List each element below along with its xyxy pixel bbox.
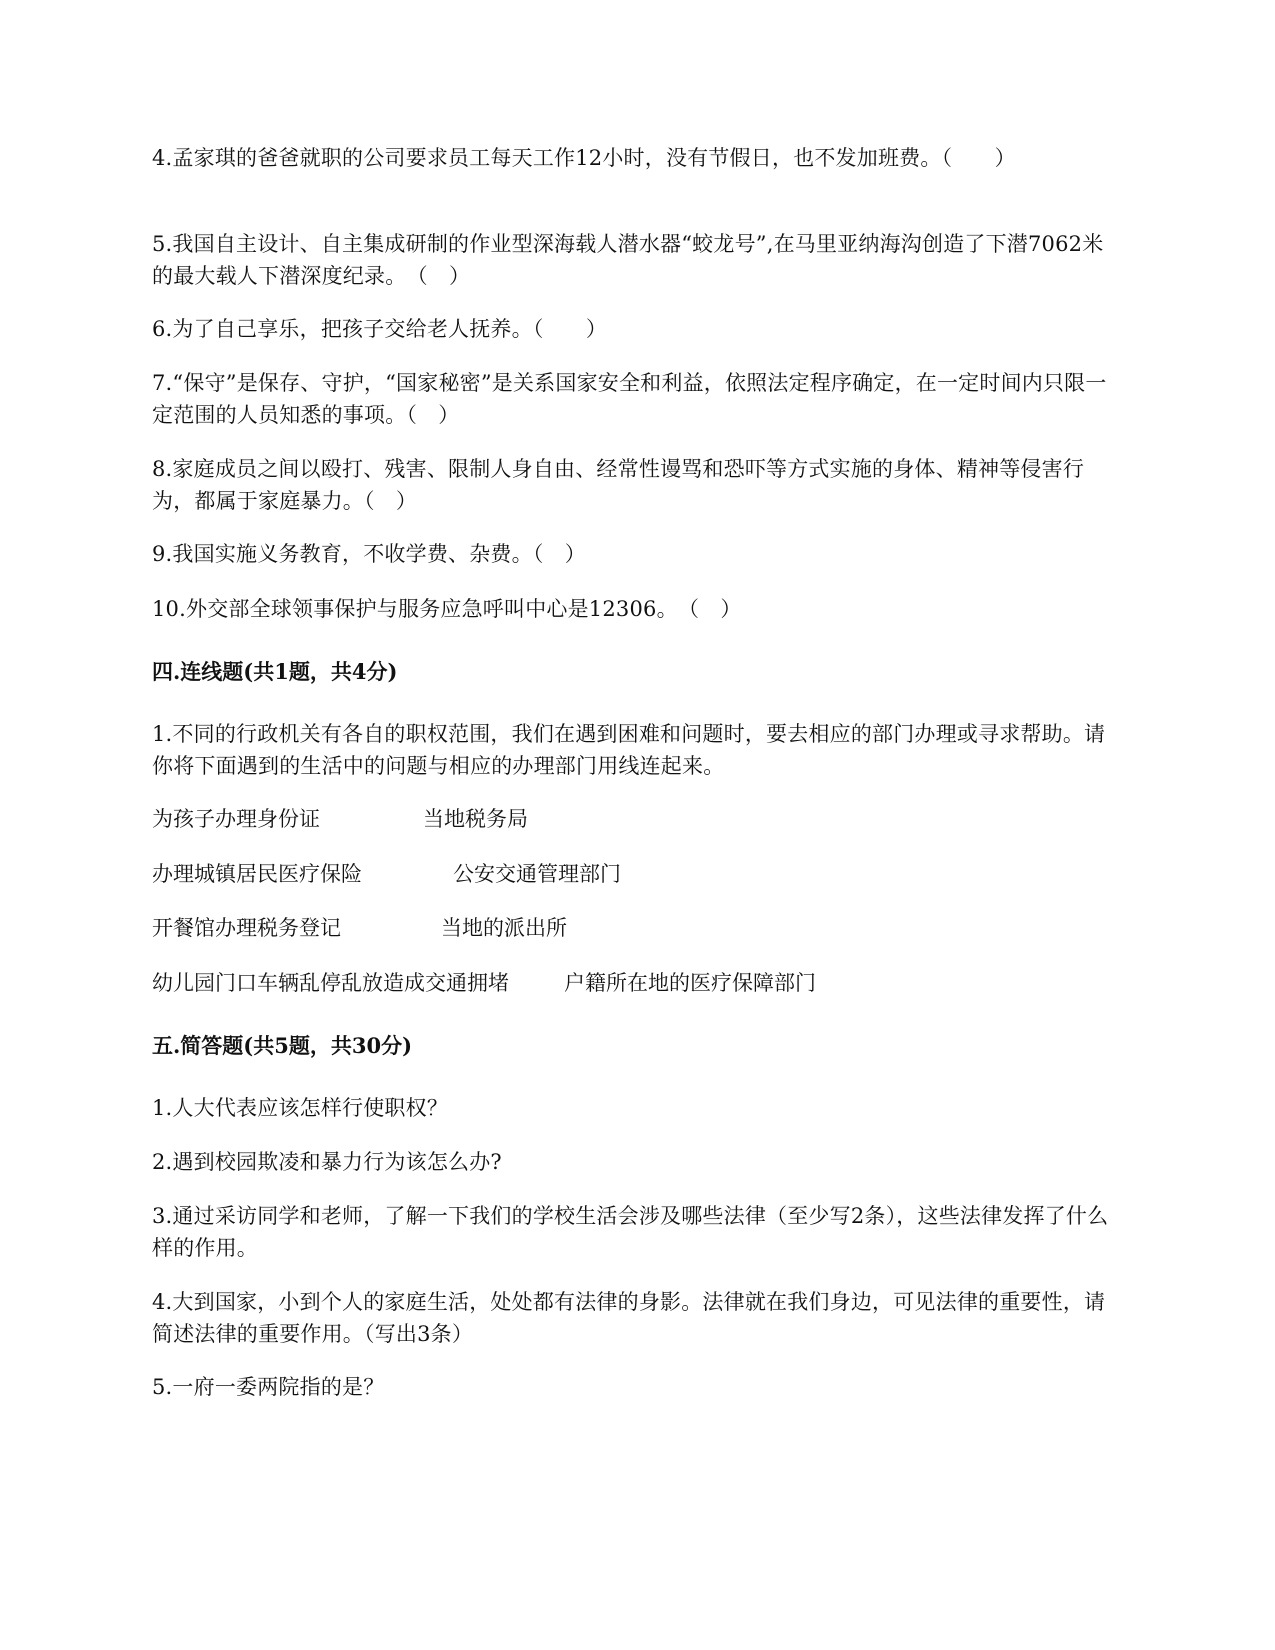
judgement-item-9: 9.我国实施义务教育，不收学费、杂费。（ ） [152,542,586,566]
judgement-item-8: 8.家庭成员之间以殴打、残害、限制人身自由、经常性谩骂和恐吓等方式实施的身体、精神等侵害行为，都属于家庭暴力。（ ） [152,457,1085,513]
matching-left-item: 开餐馆办理税务登记 [152,916,341,940]
section-heading-matching: 四.连线题(共1题，共4分) [152,659,398,684]
judgement-item-4: 4.孟家琪的爸爸就职的公司要求员工每天工作12小时，没有节假日，也不发加班费。（ ） [152,146,1016,170]
matching-right-item: 户籍所在地的医疗保障部门 [564,971,816,995]
matching-left-item: 办理城镇居民医疗保险 [152,862,362,886]
judgement-item-6: 6.为了自己享乐，把孩子交给老人抚养。（ ） [152,317,608,341]
matching-right-item: 公安交通管理部门 [453,862,621,886]
judgement-item-7: 7.“保守”是保存、守护，“国家秘密”是关系国家安全和利益，依照法定程序确定，在一定时间内只限一定范围的人员知悉的事项。（ ） [152,371,1107,427]
short-answer-question-1: 1.人大代表应该怎样行使职权？ [152,1096,449,1120]
matching-right-item: 当地的派出所 [441,916,567,940]
judgement-item-5: 5.我国自主设计、自主集成研制的作业型深海载人潜水器“蛟龙号”,在马里亚纳海沟创造了下潜7062米的最大载人下潜深度纪录。 （ ） [152,232,1104,288]
short-answer-question-2: 2.遇到校园欺凌和暴力行为该怎么办? [152,1150,502,1174]
matching-question: 1.不同的行政机关有各自的职权范围，我们在遇到困难和问题时，要去相应的部门办理或寻求帮助。请你将下面遇到的生活中的问题与相应的办理部门用线连起来。 [152,722,1106,778]
short-answer-question-5: 5.一府一委两院指的是？ [152,1375,385,1399]
section-heading-short-answer: 五.简答题(共5题，共30分) [152,1033,413,1058]
matching-left-item: 为孩子办理身份证 [152,807,320,831]
short-answer-question-3: 3.通过采访同学和老师，了解一下我们的学校生活会涉及哪些法律（至少写2条），这些法律发挥了什么样的作用。 [152,1204,1109,1260]
matching-left-item: 幼儿园门口车辆乱停乱放造成交通拥堵 [152,971,509,995]
matching-right-item: 当地税务局 [423,807,528,831]
judgement-item-10: 10.外交部全球领事保护与服务应急呼叫中心是12306。 （ ） [152,597,742,621]
short-answer-question-4: 4.大到国家，小到个人的家庭生活，处处都有法律的身影。法律就在我们身边，可见法律的重要性，请简述法律的重要作用。（写出3条） [152,1290,1106,1346]
